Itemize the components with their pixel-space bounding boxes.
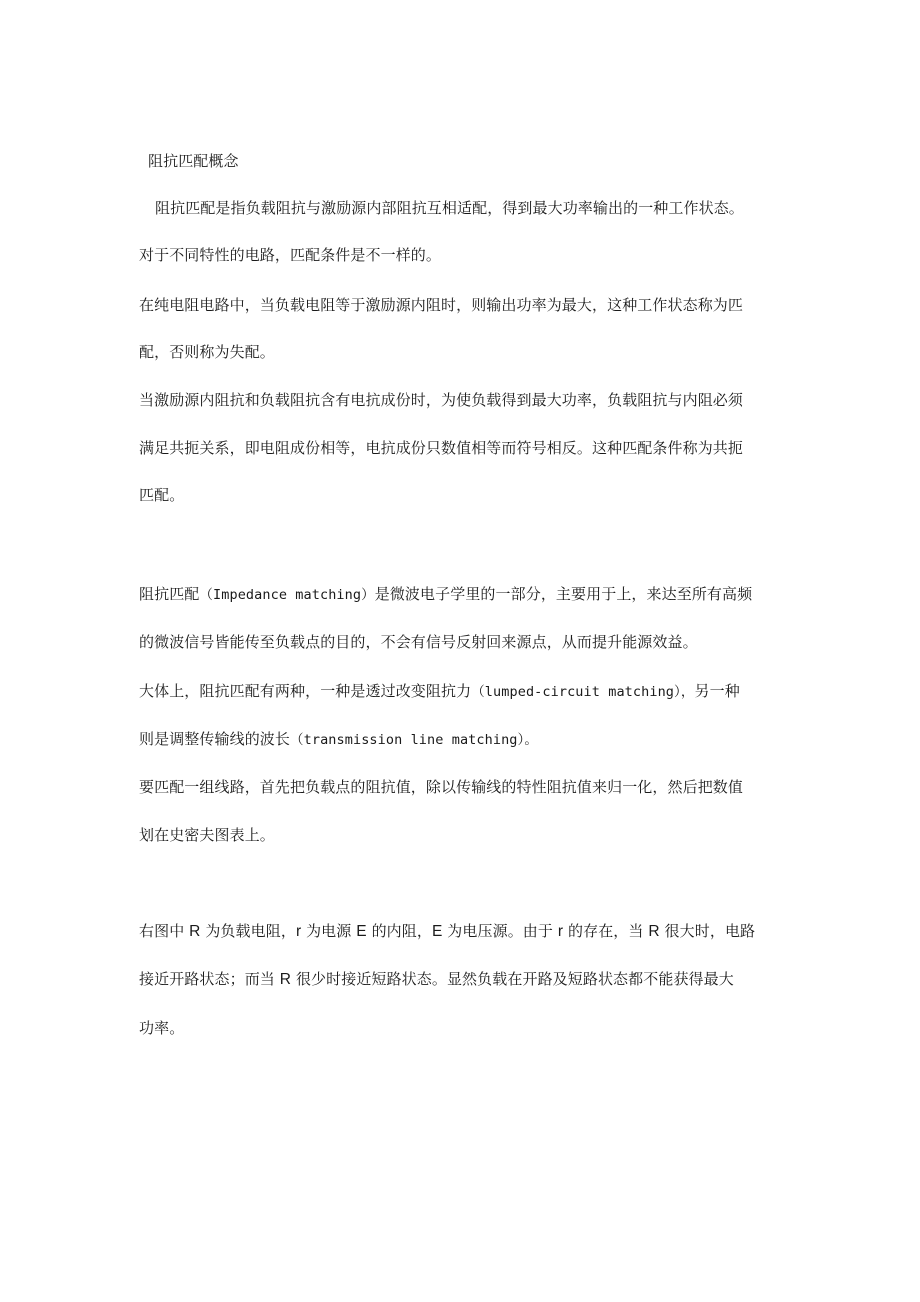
paragraph-line bbox=[139, 729, 789, 750]
text-run: 右图中 bbox=[139, 922, 190, 940]
paragraph-line: 要匹配一组线路，首先把负载点的阻抗值，除以传输线的特性阻抗值来归一化，然后把数值 bbox=[139, 778, 744, 796]
paragraph-line: 当激励源内阻抗和负载阻抗含有电抗成份时，为使负载得到最大功率，负载阻抗与内阻必须 bbox=[139, 391, 744, 409]
text-run: 另一种 bbox=[694, 682, 740, 700]
text-run: 阻抗匹配 bbox=[139, 585, 200, 603]
paragraph-line: 阻抗匹配是指负载阻抗与激励源内部阻抗互相适配，得到最大功率输出的一种工作状态。 bbox=[155, 199, 744, 217]
paragraph-line bbox=[139, 921, 789, 942]
symbol-R: R bbox=[279, 971, 292, 988]
paragraph-line: 满足共扼关系，即电阻成份相等，电抗成份只数值相等而符号相反。这种匹配条件称为共扼 bbox=[139, 439, 744, 457]
paragraph-line: 在纯电阻电路中，当负载电阻等于激励源内阻时，则输出功率为最大，这种工作状态称为匹 bbox=[139, 296, 744, 314]
paragraph-line bbox=[139, 681, 789, 702]
symbol-R: R bbox=[189, 923, 201, 940]
paragraph-line: 匹配。 bbox=[139, 486, 185, 504]
text-run: 很大时，电路 bbox=[659, 922, 756, 940]
text-run: 为负载电阻， bbox=[200, 922, 296, 940]
term-lumped-circuit: （lumped-circuit matching）， bbox=[471, 684, 695, 700]
text-run: 接近开路状态；而当 bbox=[139, 970, 280, 988]
term-transmission-line: （transmission line matching）。 bbox=[290, 732, 538, 748]
text-run: 的内阻， bbox=[366, 922, 432, 940]
symbol-E: E bbox=[356, 923, 367, 940]
text-run: 很少时接近短路状态。显然负载在开路及短路状态都不能获得最大 bbox=[291, 970, 734, 988]
text-run: 为电压源。由于 bbox=[442, 922, 558, 940]
document-title: 阻抗匹配概念 bbox=[148, 152, 239, 170]
paragraph-line bbox=[139, 969, 789, 990]
paragraph-line: 划在史密夫图表上。 bbox=[139, 826, 275, 844]
paragraph-line: 对于不同特性的电路，匹配条件是不一样的。 bbox=[139, 246, 442, 264]
paragraph-line: 功率。 bbox=[139, 1019, 185, 1037]
symbol-r: r bbox=[295, 923, 302, 940]
term-impedance-matching: （Impedance matching） bbox=[199, 587, 375, 603]
symbol-E: E bbox=[431, 923, 443, 940]
text-run: 的存在，当 bbox=[563, 922, 649, 940]
text-run: 是微波电子学里的一部分，主要用于上，来达至所有高频 bbox=[374, 585, 753, 603]
symbol-r: r bbox=[557, 923, 564, 940]
paragraph-line: 配，否则称为失配。 bbox=[139, 343, 275, 361]
paragraph-line bbox=[139, 584, 789, 605]
text-run: 大体上，阻抗匹配有两种，一种是透过改变阻抗力 bbox=[139, 682, 472, 700]
symbol-R: R bbox=[648, 923, 660, 940]
text-run: 则是调整传输线的波长 bbox=[139, 730, 291, 748]
paragraph-line: 的微波信号皆能传至负载点的目的，不会有信号反射回来源点，从而提升能源效益。 bbox=[139, 633, 698, 651]
text-run: 为电源 bbox=[301, 922, 357, 940]
